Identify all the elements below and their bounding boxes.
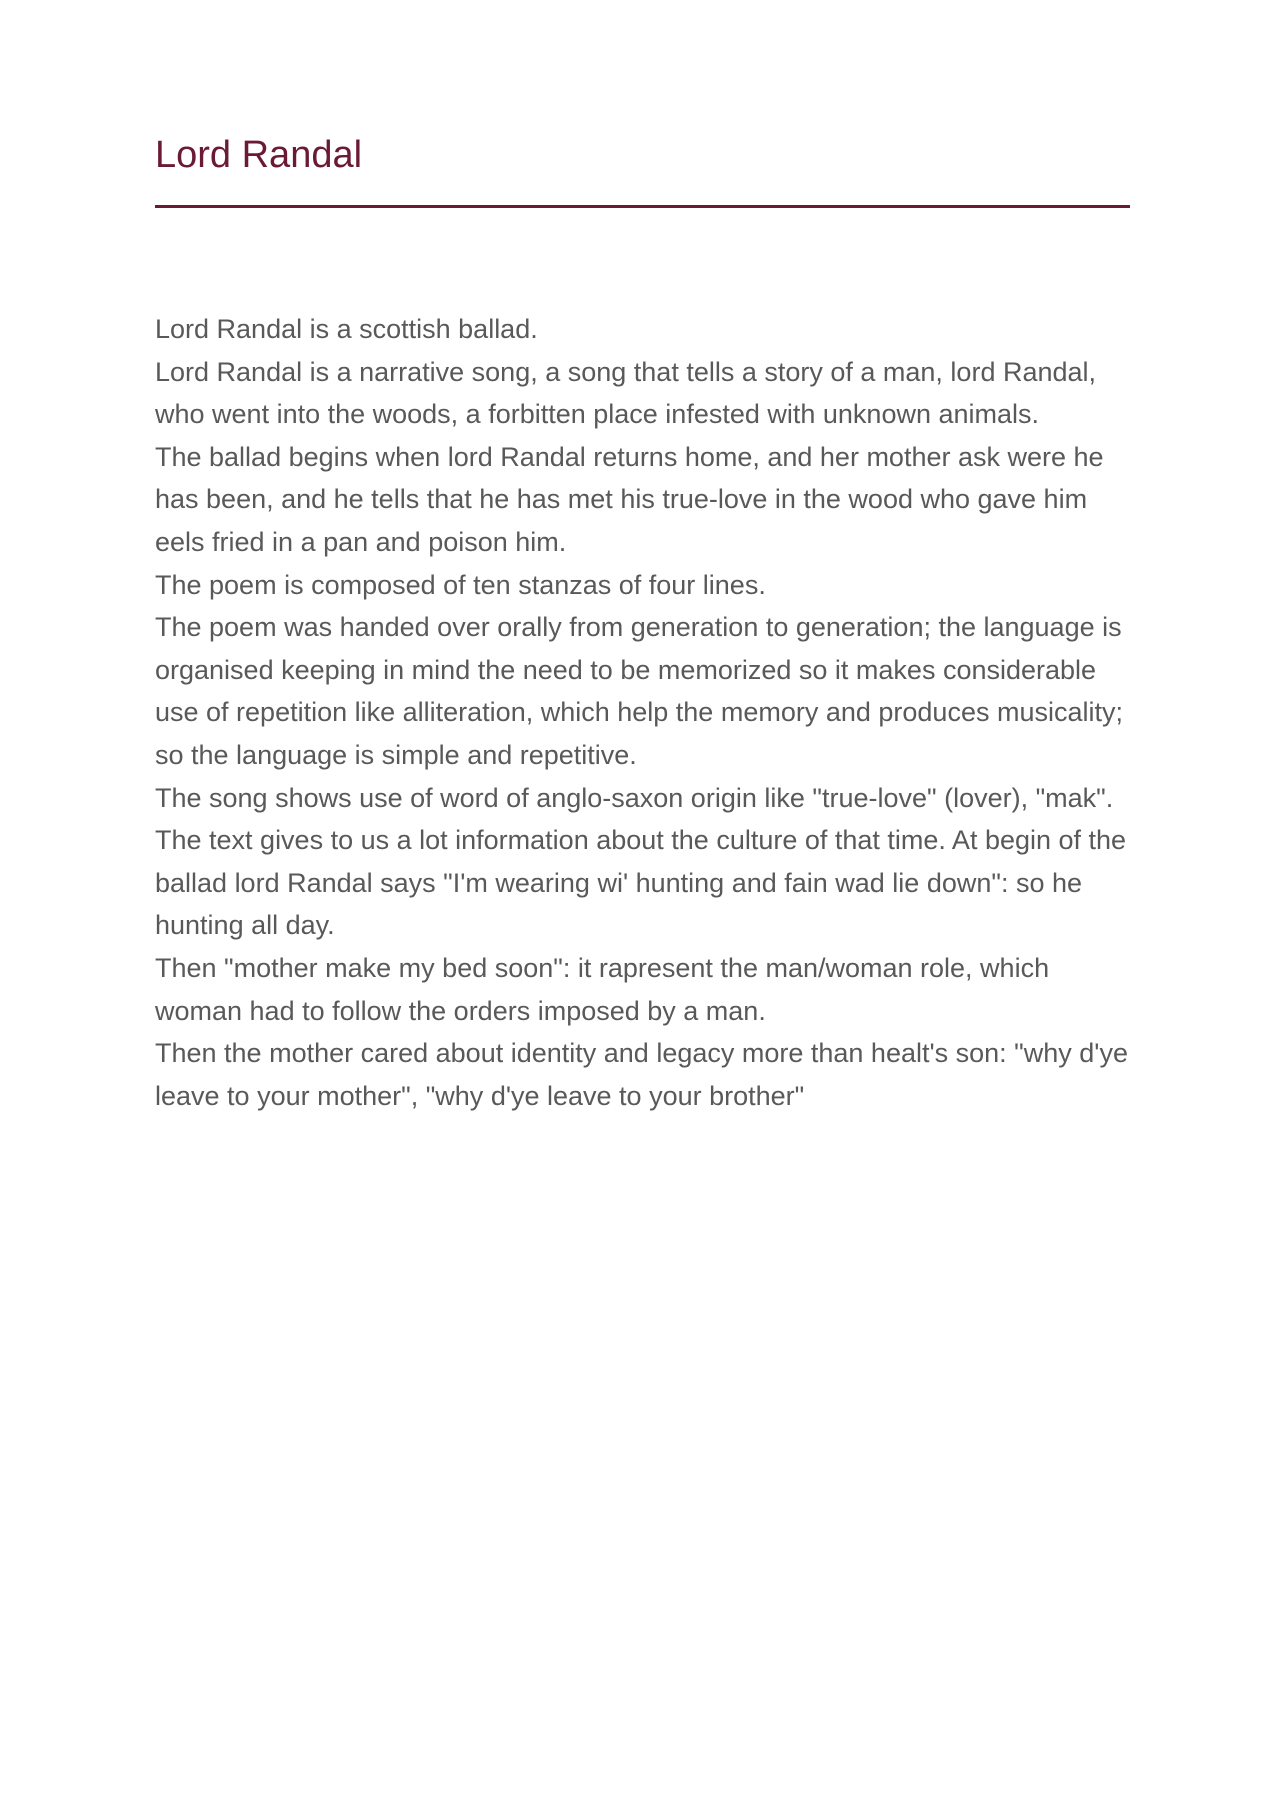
paragraph: Lord Randal is a scottish ballad. (155, 314, 538, 344)
paragraph: The poem was handed over orally from generation to generation; the language is organised keeping in mind the need to be memorized so it makes considerable use of repetition like alliteration, which help the memory and produces musicality; so the language is simple and repetitive. (155, 612, 1123, 770)
document-body (155, 308, 1140, 1117)
paragraph: The poem is composed of ten stanzas of four lines. (155, 569, 766, 600)
document-title: Lord Randal (155, 134, 363, 176)
paragraph: Then "mother make my bed soon": it rapresent the man/woman role, which woman had to follow the orders imposed by a man. (155, 952, 1050, 1026)
paragraph: The text gives to us a lot information about the culture of that time. At begin of the ballad lord Randal says "I'm wearing wi' hunting and fain wad lie down": so he hunting all day. (155, 825, 1127, 941)
paragraph: The song shows use of word of anglo-saxon origin like "true-love" (lover), "mak". (155, 782, 1114, 813)
paragraph: Then the mother cared about identity and legacy more than healt's son: "why d'ye leave to your mother", "why d'ye leave to your brother" (155, 1038, 1128, 1111)
title-underline-rule (155, 205, 1130, 208)
paragraph: Lord Randal is a narrative song, a song that tells a story of a man, lord Randal, who went into the woods, a forbitten place infested with unknown animals. (155, 356, 1097, 430)
paragraph: The ballad begins when lord Randal returns home, and her mother ask were he has been, and he tells that he has met his true-love in the wood who gave him eels fried in a pan and poison him. (155, 441, 1104, 557)
